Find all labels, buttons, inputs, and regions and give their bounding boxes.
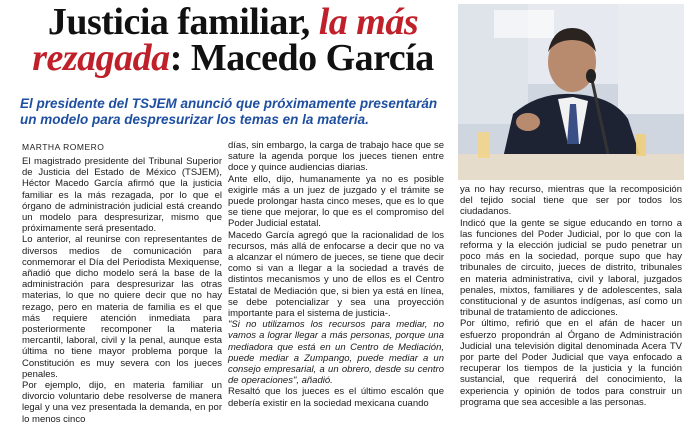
article-deck: El presidente del TSJEM anunció que próximamente presentarán un modelo para despresurizar los temas en la materia. (20, 96, 438, 127)
paragraph: El magistrado presidente del Tribunal Superior de Justicia del Estado de México (TSJEM), Héctor Macedo García afirmó que la justicia familiar es la más rezagada, por lo que el órgano de administración judicial está creando un modelo para despresurizar, mismo que próximamente será presentado. (22, 156, 222, 235)
paragraph: ya no hay recurso, mientras que la recomposición del tejido social tiene que ser por todos los ciudadanos. (460, 184, 682, 218)
headline (18, 1, 448, 79)
paragraph: Indicó que la gente se sigue educando en torno a las funciones del Poder Judicial, por lo que con la reforma y la elección judicial se pudo penetrar un poco más en la sociedad, porque supo que hay tribunales de circuito, jueces de distrito, tribunales en materia administrativa, civil y laboral, juzgados penales, mixtos, familiares y de adolescentes, sala constitucional y de asuntos indígenas, así como un tribunal de tratamiento de adicciones. (460, 217, 682, 319)
paragraph-quote: "Si no utilizamos los recursos para mediar, no vamos a lograr llegar a más personas, porque una mediadora que está en un Centro de Mediación, puede mediar a Zumpango, puede mediar a un consejo empresarial, a un obrero, desde su centro de operaciones", añadió. (228, 319, 444, 387)
byline: MARTHA ROMERO (22, 142, 105, 152)
headline-part-1: Justicia familiar, (47, 1, 319, 43)
headline-part-3: rezagada (32, 37, 170, 79)
paragraph: días, sin embargo, la carga de trabajo hace que se sature la agenda porque los jueces tienen entre doce y quince audiencias diarias. (228, 140, 444, 174)
paragraph: Macedo García agregó que la racionalidad de los recursos, más allá de enfocarse a decir que no va a alcanzar el número de jueces, se tiene que decir como si van a llegar a la sociedad a través de distintos mecanismos y uno de ellos es el Centro Estatal de Mediación que, si bien ya está en línea, se debe potencializar y sea una proyección importante para el sistema de justicia-. (228, 229, 444, 320)
headline-part-4: : Macedo García (169, 37, 434, 79)
paragraph: Por último, refirió que en el afán de hacer un esfuerzo propondrán al Órgano de Administración Judicial una televisión digital denominada Acera TV por parte del Poder Judicial que vaya enfocado a recuperar los tiempos de la justicia y la función sustancial, que requerirá del conocimiento, la experiencia y opinión de todos para construir un programa que sea accesible a las personas. (460, 318, 682, 408)
column-2 (228, 140, 444, 409)
paragraph: Lo anterior, al reunirse con representantes de diversos medios de comunicación para conmemorar el Día del Periodista Mexiquense, añadió que dicho modelo será la base de la administración para despresurizar las otras materias, lo que no quiere decir que no hay rezago, pero en materia de familia es el que más requiere atención inmediata para posteriormente recomponer la materia mercantil, laboral, civil y la penal, aunque esta última no tiene mayor problema porque la Constitución es muy severa con los jueces penales. (22, 234, 222, 380)
column-3 (460, 184, 682, 408)
speaker-photo-illustration (458, 4, 684, 180)
paragraph: Ante ello, dijo, humanamente ya no es posible exigirle más a un juez de juzgado y el trámite se puede prolongar hasta cinco meses, que es lo que se tiene que mejorar, lo que es el compromiso del Poder Judicial estatal. (228, 173, 444, 230)
paragraph: Por ejemplo, dijo, en materia familiar un divorcio voluntario debe resolverse de manera legal y una vez presentada la demanda, en por lo menos cinco (22, 380, 222, 425)
column-1 (22, 156, 222, 425)
paragraph: Resaltó que los jueces es el último escalón que debería existir en la sociedad mexicana cuando (228, 386, 444, 409)
article-photo (458, 4, 684, 180)
headline-part-2: la más (318, 1, 419, 43)
